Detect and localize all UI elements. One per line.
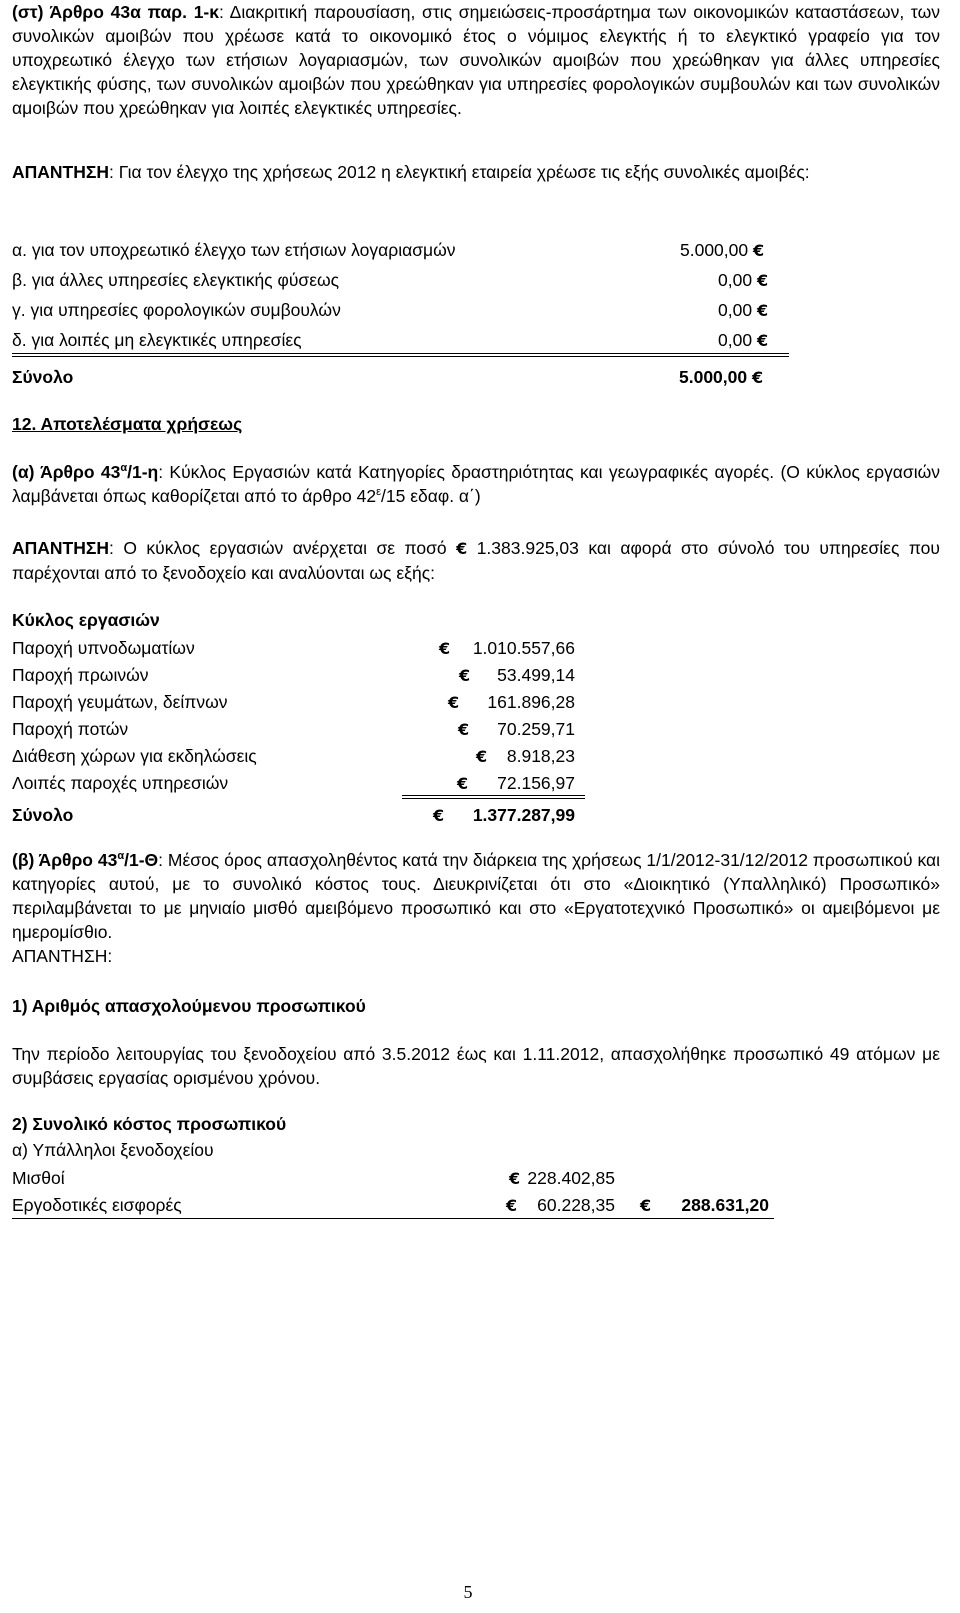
turnover-row-label: Παροχή πρωινών xyxy=(12,665,149,685)
euro-icon: € xyxy=(756,331,769,350)
fee-label: α. για τον υποχρεωτικό έλεγχο των ετήσιων λογαριασμών xyxy=(12,240,456,260)
euro-icon: € xyxy=(756,301,769,320)
turnover-total-label: Σύνολο xyxy=(12,805,74,825)
turnover-row-amount: € 70.259,71 xyxy=(458,719,575,739)
fees-total-amount: 5.000,00 € xyxy=(679,367,764,387)
euro-icon: € xyxy=(506,1196,518,1215)
staff-count-title: 1) Αριθμός απασχολούμενου προσωπικού xyxy=(12,996,366,1016)
fee-amount: 0,00 € xyxy=(718,300,769,320)
answer-text: : Για τον έλεγχο της χρήσεως 2012 η ελεγκτική εταιρεία χρέωσε τις εξής συνολικές αμοιβές: xyxy=(109,162,810,182)
euro-icon: € xyxy=(752,368,764,387)
fees-total-label: Σύνολο xyxy=(12,367,74,387)
staff-cost-total: € 288.631,20 xyxy=(640,1195,769,1215)
euro-icon: € xyxy=(448,693,460,712)
staff-count-text: Την περίοδο λειτουργίας του ξενοδοχείου από 3.5.2012 έως και 1.11.2012, απασχολήθηκε προσωπικό 49 ατόμων με συμβάσεις εργασίας ορισμένου χρόνου. xyxy=(12,1044,940,1088)
euro-icon: € xyxy=(756,271,769,290)
euro-icon: € xyxy=(456,539,468,558)
staff-cost-divider xyxy=(12,1218,774,1219)
turnover-row-label: Παροχή γευμάτων, δείπνων xyxy=(12,692,228,712)
turnover-row-label: Διάθεση χώρων για εκδηλώσεις xyxy=(12,746,257,766)
intro-prefix: (στ) Άρθρο 43α παρ. 1-κ xyxy=(12,2,220,22)
euro-icon: € xyxy=(476,747,488,766)
turnover-amount: 1.383.925,03 xyxy=(476,538,579,558)
section-heading: 12. Αποτελέσματα χρήσεως xyxy=(12,414,243,434)
contributions-amount: € 60.228,35 xyxy=(506,1195,615,1215)
euro-icon: € xyxy=(753,241,765,260)
turnover-divider xyxy=(402,795,585,796)
salaries-label: Μισθοί xyxy=(12,1168,65,1188)
turnover-row-amount: € 72.156,97 xyxy=(457,773,575,793)
intro-paragraph xyxy=(12,0,940,120)
staff-cost-title: 2) Συνολικό κόστος προσωπικού xyxy=(12,1114,287,1134)
staff-paragraph: (β) Άρθρο $43^\alpha/1-\Theta$: Μέσος όρος απασχοληθέντος κατά την διάρκεια της χρήσεως 1/1/2012-31/12/2012 προσωπικού και κατηγορίες αυτού, με το συνολικό κόστος τους. Διευκρινίζεται ότι στο «Διοικητικό (Υπαλληλικό) Προσωπικό» περιλαμβάνεται το με μηνιαίο μισθό αμειβόμενο προσωπικό και στο «Εργατοτεχνικό Προσωπικό» οι αμειβόμενοι με ημερομίσθιο. xyxy=(12,850,940,942)
article-prefix: (β) Άρθρο $43^\alpha/1-\Theta$ xyxy=(12,850,159,870)
turnover-row-amount: € 53.499,14 xyxy=(459,665,575,685)
turnover-row-amount: € 8.918,23 xyxy=(476,746,575,766)
article-prefix: (α) Άρθρο $43^\alpha/1-\eta$ xyxy=(12,462,159,482)
fee-label: δ. για λοιπές μη ελεγκτικές υπηρεσίες xyxy=(12,330,302,350)
fees-divider xyxy=(12,356,789,357)
staff-cost-subtitle: α) Υπάλληλοι ξενοδοχείου xyxy=(12,1140,214,1160)
turnover-row-amount: € 161.896,28 xyxy=(448,692,575,712)
euro-icon: € xyxy=(640,1196,652,1215)
answer-label: ΑΠΑΝΤΗΣΗ: xyxy=(12,946,113,966)
euro-icon: € xyxy=(459,666,471,685)
intro-text: : Διακριτική παρουσίαση, στις σημειώσεις-προσάρτημα των οικονομικών καταστάσεων, των συνολικών αμοιβών που χρέωσε κατά το οικονομικό έτος ο νόμιμος ελεγκτής ή το ελεγκτικό γραφείο για τον υποχρεωτικό έλεγχο των ετήσιων λογαριασμών, των συνολικών αμοιβών που χρεώθηκαν για άλλες υπηρεσίες ελεγκτικής φύσης, των συνολικών αμοιβών που χρεώθηκαν για υπηρεσίες φορολογικών συμβουλών και των συνολικών αμοιβών που χρεώθηκαν για λοιπές ελεγκτικές υπηρεσίες. xyxy=(12,2,940,118)
answer-label: ΑΠΑΝΤΗΣΗ xyxy=(12,538,110,558)
turnover-row-amount: € 1.010.557,66 xyxy=(439,638,575,658)
answer-turnover-paragraph: ΑΠΑΝΤΗΣΗ: Ο κύκλος εργασιών ανέρχεται σε ποσό € 1.383.925,03 και αφορά στο σύνολό του υπηρεσίες που παρέχονται από το ξενοδοχείο και αναλύονται ως εξής: xyxy=(12,538,940,583)
euro-icon: € xyxy=(433,806,445,825)
turnover-row-label: Παροχή ποτών xyxy=(12,719,129,739)
fee-amount: 5.000,00 € xyxy=(680,240,765,260)
fee-amount: 0,00 € xyxy=(718,270,769,290)
page-number: 5 xyxy=(463,1582,473,1602)
turnover-title: Κύκλος εργασιών xyxy=(12,610,160,630)
turnover-paragraph: (α) Άρθρο $43^\alpha/1-\eta$: Κύκλος Εργασιών κατά Κατηγορίες δραστηριότητας και γεωγραφικές αγορές. (Ο κύκλος εργασιών λαμβάνεται όπως καθορίζεται από το άρθρο $42^\varepsilon/15$ εδαφ. α΄) xyxy=(12,462,940,506)
answer-label: ΑΠΑΝΤΗΣΗ xyxy=(12,162,110,182)
euro-icon: € xyxy=(509,1169,521,1188)
euro-icon: € xyxy=(457,774,469,793)
fees-divider xyxy=(12,353,789,354)
salaries-amount: € 228.402,85 xyxy=(509,1168,615,1188)
turnover-row-label: Λοιπές παροχές υπηρεσιών xyxy=(12,773,229,793)
fee-label: γ. για υπηρεσίες φορολογικών συμβουλών xyxy=(12,300,341,320)
euro-icon: € xyxy=(439,639,451,658)
euro-icon: € xyxy=(458,720,470,739)
turnover-divider xyxy=(402,798,585,799)
answer-fees-paragraph xyxy=(12,160,940,184)
fee-label: β. για άλλες υπηρεσίες ελεγκτικής φύσεως xyxy=(12,270,340,290)
turnover-row-label: Παροχή υπνοδωματίων xyxy=(12,638,195,658)
contributions-label: Εργοδοτικές εισφορές xyxy=(12,1195,182,1215)
turnover-total-amount: € 1.377.287,99 xyxy=(433,805,575,825)
fee-amount: 0,00 € xyxy=(718,330,769,350)
